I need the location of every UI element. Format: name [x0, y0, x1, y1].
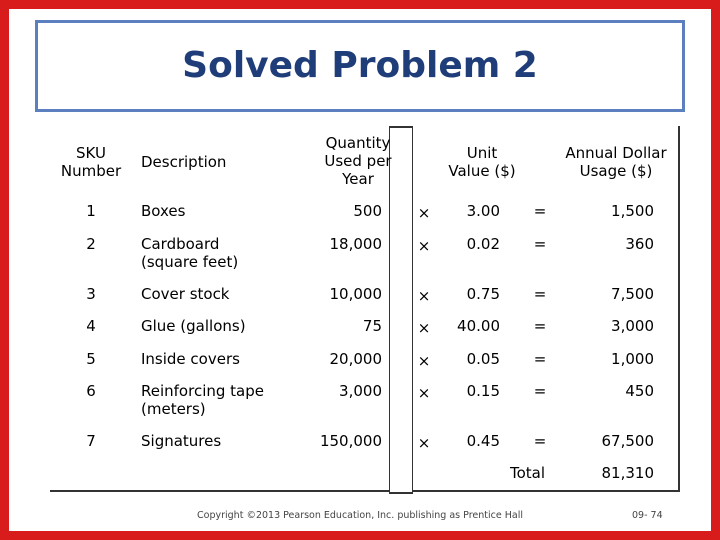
row-sku: 6 — [86, 382, 96, 400]
row-unit-value: 0.75 — [466, 285, 500, 303]
row-sku: 3 — [86, 285, 96, 303]
header-sku — [52, 144, 130, 180]
row-quantity: 75 — [362, 317, 382, 335]
row-annual-usage: 7,500 — [611, 285, 654, 303]
row-description — [141, 285, 230, 303]
row-description — [141, 317, 246, 335]
row-annual-usage: 1,000 — [611, 350, 654, 368]
row-sku: 1 — [86, 202, 96, 220]
multiply-sign: × — [417, 384, 431, 402]
equals-sign: = — [533, 317, 547, 335]
equals-sign: = — [533, 235, 547, 253]
row-sku: 7 — [86, 432, 96, 450]
row-sku: 5 — [86, 350, 96, 368]
header-annual-line-2: Usage ($) — [579, 162, 653, 180]
copyright-footer: Copyright ©2013 Pearson Education, Inc. publishing as Prentice Hall — [197, 510, 523, 521]
row-quantity: 20,000 — [329, 350, 382, 368]
header-sku-line-2: Number — [60, 162, 122, 180]
header-quantity-line-2: Used per — [324, 152, 392, 170]
row-annual-usage: 1,500 — [611, 202, 654, 220]
total-value: 81,310 — [601, 464, 654, 482]
row-unit-value: 40.00 — [457, 317, 500, 335]
row-unit-value: 3.00 — [466, 202, 500, 220]
row-quantity: 150,000 — [319, 432, 382, 450]
equals-sign: = — [533, 382, 547, 400]
page-number: 09- 74 — [632, 510, 663, 521]
row-unit-value: 0.45 — [466, 432, 500, 450]
row-quantity: 500 — [353, 202, 382, 220]
row-description-line: Boxes — [141, 202, 186, 220]
equals-sign: = — [533, 432, 547, 450]
multiply-sign: × — [417, 287, 431, 305]
row-annual-usage: 67,500 — [601, 432, 654, 450]
row-sku: 2 — [86, 235, 96, 253]
row-sku: 4 — [86, 317, 96, 335]
header-quantity — [316, 134, 400, 188]
equals-sign: = — [533, 350, 547, 368]
row-quantity: 3,000 — [339, 382, 382, 400]
equals-sign: = — [533, 285, 547, 303]
row-description — [141, 202, 185, 220]
slide-title: Solved Problem 2 — [182, 45, 538, 86]
header-unit-line-1: Unit — [466, 144, 498, 162]
header-quantity-line-3: Year — [342, 170, 374, 188]
multiply-sign: × — [417, 319, 431, 337]
row-unit-value: 0.15 — [466, 382, 500, 400]
row-description-line: Cover stock — [141, 285, 230, 303]
header-annual-usage — [556, 144, 676, 180]
row-description — [141, 382, 264, 418]
row-description-line: Glue (gallons) — [141, 317, 246, 335]
row-description-line: Reinforcing tape — [141, 382, 264, 400]
row-description — [141, 432, 221, 450]
row-quantity: 10,000 — [329, 285, 382, 303]
row-annual-usage: 3,000 — [611, 317, 654, 335]
row-description-line: Signatures — [141, 432, 222, 450]
row-quantity: 18,000 — [329, 235, 382, 253]
total-label: Total — [510, 464, 546, 482]
multiply-sign: × — [417, 204, 431, 222]
row-description-line: (meters) — [141, 400, 206, 418]
row-description — [141, 350, 240, 368]
row-description-line: Inside covers — [141, 350, 240, 368]
row-description-line: (square feet) — [141, 253, 239, 271]
row-annual-usage: 360 — [625, 235, 654, 253]
row-description-line: Cardboard — [141, 235, 220, 253]
header-quantity-line-1: Quantity — [325, 134, 391, 152]
row-description — [141, 235, 238, 271]
header-description: Description — [141, 153, 227, 171]
header-unit-line-2: Value ($) — [448, 162, 516, 180]
header-annual-line-1: Annual Dollar — [565, 144, 667, 162]
multiply-sign: × — [417, 434, 431, 452]
row-unit-value: 0.02 — [466, 235, 500, 253]
header-unit-value — [435, 144, 529, 180]
header-sku-line-1: SKU — [76, 144, 106, 162]
equals-sign: = — [533, 202, 547, 220]
row-annual-usage: 450 — [625, 382, 654, 400]
multiply-sign: × — [417, 352, 431, 370]
multiply-sign: × — [417, 237, 431, 255]
title-box — [35, 20, 685, 112]
row-unit-value: 0.05 — [466, 350, 500, 368]
